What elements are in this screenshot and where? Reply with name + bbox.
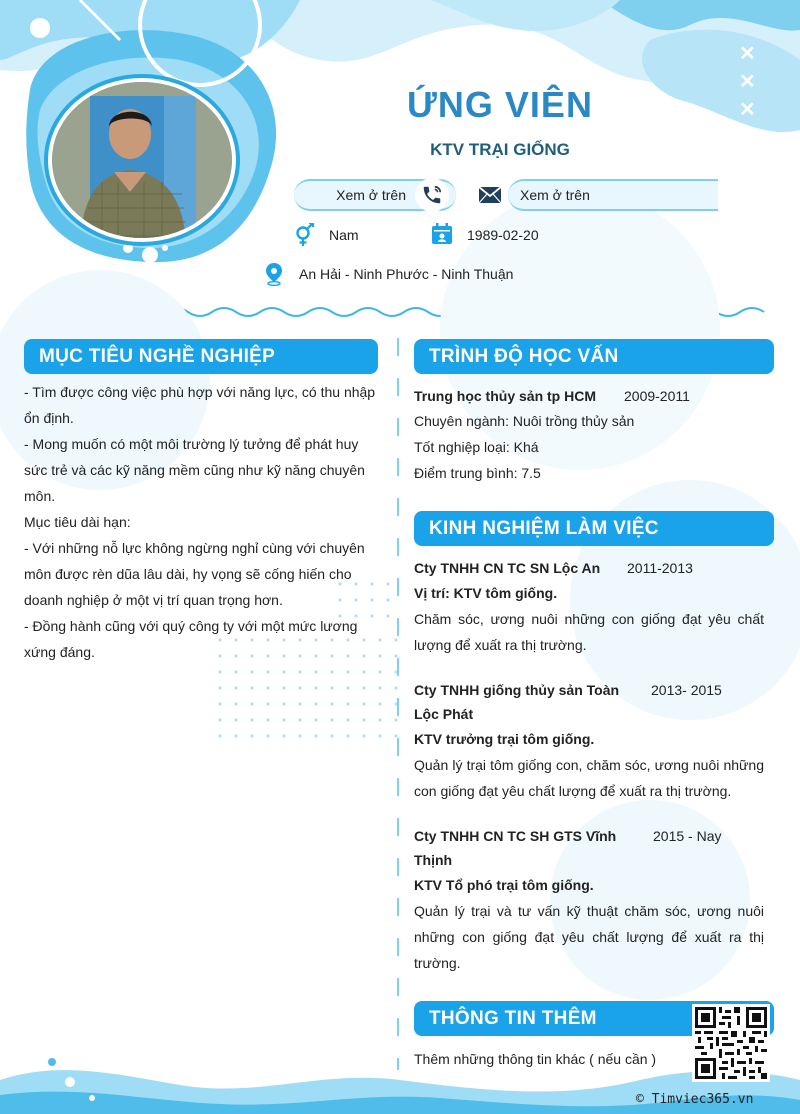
career-objective-text: [24, 379, 380, 665]
qr-code: [692, 1004, 770, 1082]
job-desc-line: lượng để xuất ra thị trường.: [414, 637, 587, 653]
job-desc-line: những con giống đạt yêu chất lượng để xuất ra thị: [414, 929, 764, 945]
email-value: Xem ở trên: [520, 187, 590, 203]
address-value: An Hải - Ninh Phước - Ninh Thuận: [299, 266, 514, 282]
candidate-name: ỨNG VIÊN: [407, 84, 593, 125]
education-period: 2009-2011: [624, 388, 690, 404]
job-company: Cty TNHH CN TC SH GTS Vĩnh: [414, 828, 617, 844]
objective-line: - Mong muốn có một môi trường lý tưởng để phát huy: [24, 436, 359, 452]
job-position: Vị trí: KTV tôm giống.: [414, 585, 558, 601]
objective-line: - Đồng hành cũng với quý công ty với một mức lương: [24, 618, 358, 634]
career-objective-heading: MỤC TIÊU NGHỀ NGHIỆP: [24, 339, 378, 374]
job-desc-line: Quản lý trại và tư vấn kỹ thuật chăm sóc, ương nuôi: [414, 903, 764, 919]
objective-line: - Tìm được công việc phù hợp với năng lực, có thu nhập: [24, 384, 376, 400]
job-description: [414, 752, 764, 804]
objective-line: ổn định.: [24, 410, 74, 426]
job-title: KTV TRẠI GIỐNG: [430, 140, 570, 159]
education-school: Trung học thủy sản tp HCM: [414, 388, 596, 404]
location-icon: [264, 262, 284, 286]
additional-info-text: Thêm những thông tin khác ( nếu cần ): [414, 1051, 657, 1067]
objective-line: xứng đáng.: [24, 644, 95, 660]
objective-line: môn được rèn dũa lâu dài, hy vọng sẽ cống hiến cho: [24, 566, 352, 582]
job-desc-line: Quản lý trại tôm giống con, chăm sóc, ương nuôi những: [414, 757, 764, 773]
job-period: 2013- 2015: [651, 682, 722, 698]
job-desc-line: con giống đạt yêu chất lượng để xuất ra thị trường.: [414, 783, 732, 799]
avatar-photo: [52, 82, 232, 238]
job-desc-line: Chăm sóc, ương nuôi những con giống đạt yêu chất: [414, 611, 764, 627]
education-gpa: Điểm trung bình: 7.5: [414, 465, 541, 481]
phone-icon: [415, 178, 449, 212]
calendar-icon: [431, 223, 453, 245]
job-period: 2015 - Nay: [653, 828, 722, 844]
job-description: [414, 898, 764, 976]
objective-line: sức trẻ và các kỹ năng mềm cũng như kỹ năng chuyên: [24, 462, 365, 478]
gender-icon: [293, 223, 317, 247]
objective-line: - Với những nỗ lực không ngừng nghỉ cùng với chuyên: [24, 540, 365, 556]
job-company: Cty TNHH CN TC SN Lộc An: [414, 560, 601, 576]
job-position: KTV trưởng trại tôm giống.: [414, 731, 595, 747]
job-description: [414, 606, 764, 658]
job-company-cont: Thịnh: [414, 852, 453, 868]
job-company-cont: Lộc Phát: [414, 706, 474, 722]
education-major: Chuyên ngành: Nuôi trồng thủy sản: [414, 413, 635, 429]
avatar: [44, 74, 240, 246]
job-company: Cty TNHH giống thủy sản Toàn: [414, 682, 620, 698]
education-heading: TRÌNH ĐỘ HỌC VẤN: [414, 339, 774, 374]
job-position: KTV Tổ phó trại tôm giống.: [414, 877, 594, 893]
experience-heading: KINH NGHIỆM LÀM VIỆC: [414, 511, 774, 546]
additional-info-heading: THÔNG TIN THÊM: [414, 1001, 774, 1036]
mail-icon: [473, 178, 507, 212]
birthday-value: 1989-02-20: [467, 227, 539, 243]
footer-watermark: © Timviec365.vn: [636, 1092, 754, 1107]
job-desc-line: trường.: [414, 955, 461, 971]
decorative-x-marks: ✕ ✕ ✕: [739, 43, 756, 121]
gender-value: Nam: [329, 227, 359, 243]
objective-line: doanh nghiệp ở một vị trí quan trọng hơn.: [24, 592, 283, 608]
phone-value: Xem ở trên: [336, 187, 406, 203]
education-rank: Tốt nghiệp loại: Khá: [414, 439, 539, 455]
objective-line: môn.: [24, 488, 56, 504]
job-period: 2011-2013: [627, 560, 693, 576]
objective-line: Mục tiêu dài hạn:: [24, 514, 131, 530]
